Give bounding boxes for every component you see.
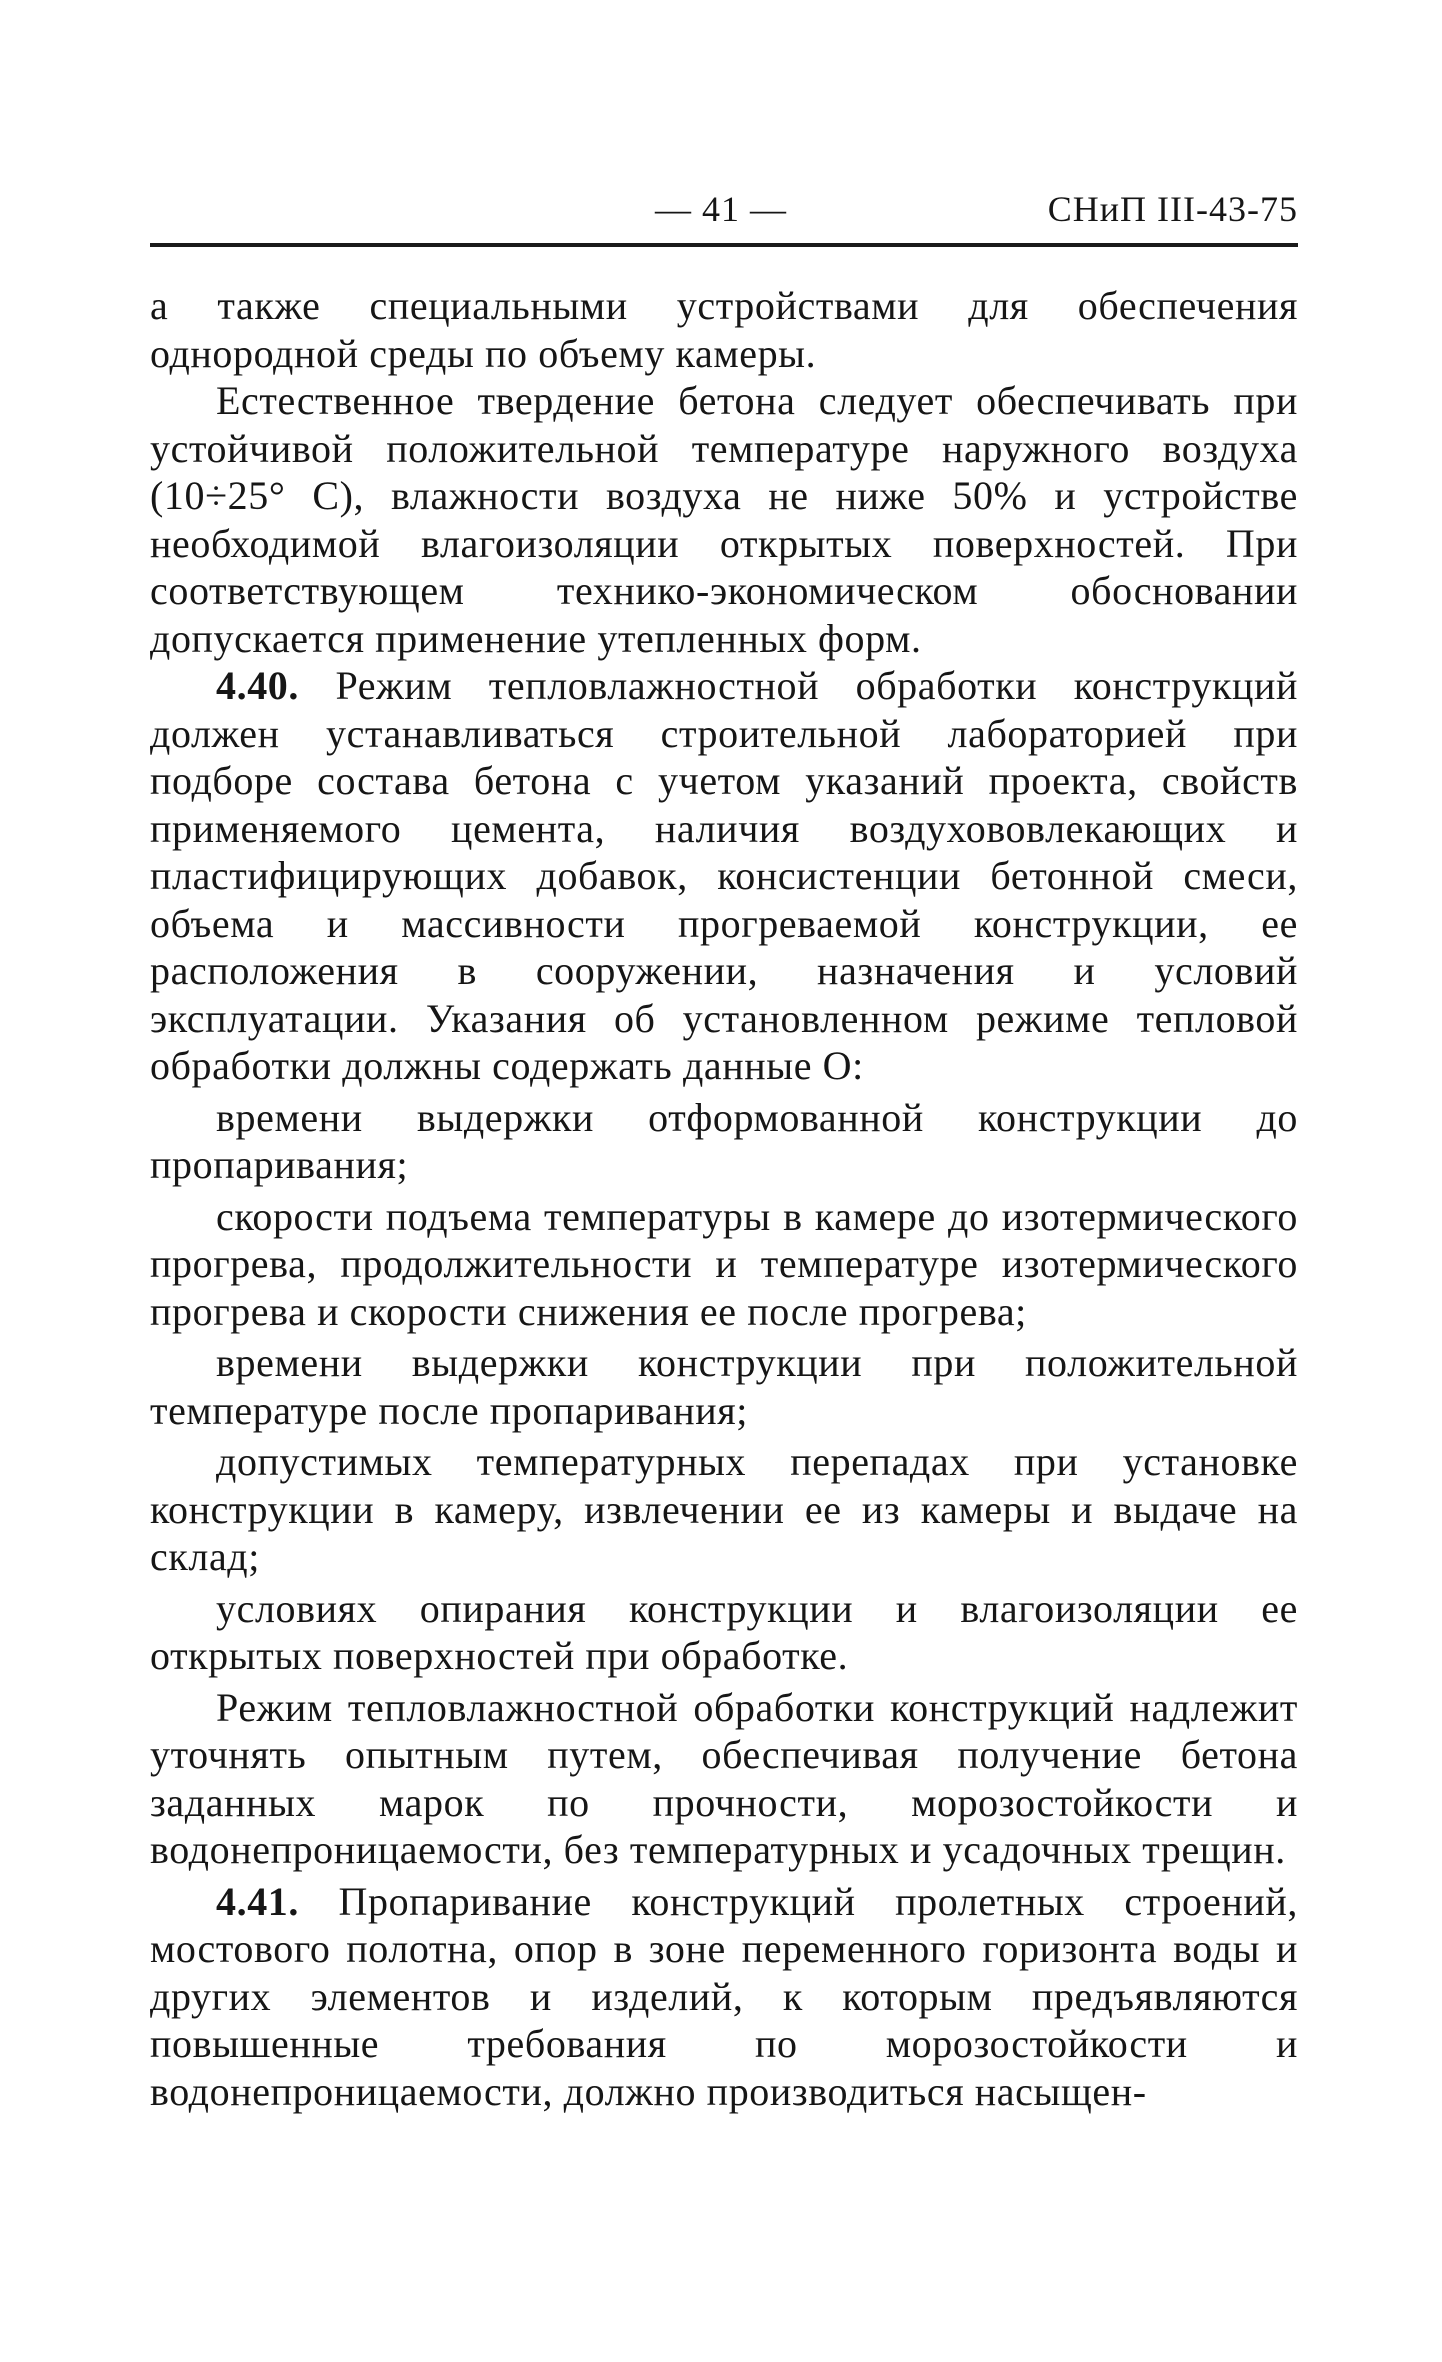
document-code: СНиП III-43-75: [1047, 189, 1298, 229]
list-item: скорости подъема температуры в камере до изотермического прогрева, продолжительности и температуре изотермического прогрева и скорости снижения ее после прогрева;: [150, 1193, 1298, 1334]
document-page: [150, 180, 1298, 2115]
clause-number: 4.40.: [216, 663, 299, 708]
paragraph-natural-hardening: Естественное твердение бетона следует обеспечивать при устойчивой положительной температуре наружного воздуха (10÷25° С), влажности воздуха не ниже 50% и устройстве необходимой влагоизоляции открытых поверхностей. При соответствующем технико-экономическом обосновании допускается применение утепленных форм.: [150, 378, 1298, 661]
clause-text: Режим тепловлажностной обработки конструкций должен устанавливаться строительной лабораторией при подборе состава бетона с учетом указаний проекта, свойств применяемого цемента, наличия воздухововлекающих и пластифицирующих добавок, консистенции бетонной смеси, объема и массивности прогреваемой конструкции, ее расположения в сооружении, назначения и условий эксплуатации. Указания об установленном режиме тепловой обработки должны содержать данные О:: [150, 663, 1298, 1088]
page-header: [150, 180, 1298, 242]
list-item: времени выдержки отформованной конструкции до пропаривания;: [150, 1094, 1298, 1187]
clause-number: 4.41.: [216, 1878, 299, 1924]
body-text: [150, 282, 1298, 2115]
page-number: — 41 —: [655, 189, 787, 229]
paragraph-continuation: а также специальными устройствами для обеспечения однородной среды по объему камеры.: [150, 283, 1298, 376]
clause-text: Пропаривание конструкций пролетных строений, мостового полотна, опор в зоне переменного горизонта воды и других элементов и изделий, к которым предъявляются повышенные требования по морозостойкости и водонепроницаемости, должно производиться насыщен-: [150, 1878, 1298, 2114]
header-rule: [150, 243, 1298, 247]
list-item: условиях опирания конструкции и влагоизоляции ее открытых поверхностей при обработке.: [150, 1585, 1298, 1678]
list-item: допустимых температурных перепадах при установке конструкции в камеру, извлечении ее из камеры и выдаче на склад;: [150, 1439, 1298, 1579]
list-item: времени выдержки конструкции при положительной температуре после пропаривания;: [150, 1340, 1298, 1433]
clause-4-40: [150, 662, 1298, 1090]
clause-4-41: [150, 1878, 1298, 2116]
paragraph-treatment-mode: Режим тепловлажностной обработки конструкций надлежит уточнять опытным путем, обеспечивая получение бетона заданных марок по прочности, морозостойкости и водонепроницаемости, без температурных и усадочных трещин.: [150, 1684, 1298, 1872]
